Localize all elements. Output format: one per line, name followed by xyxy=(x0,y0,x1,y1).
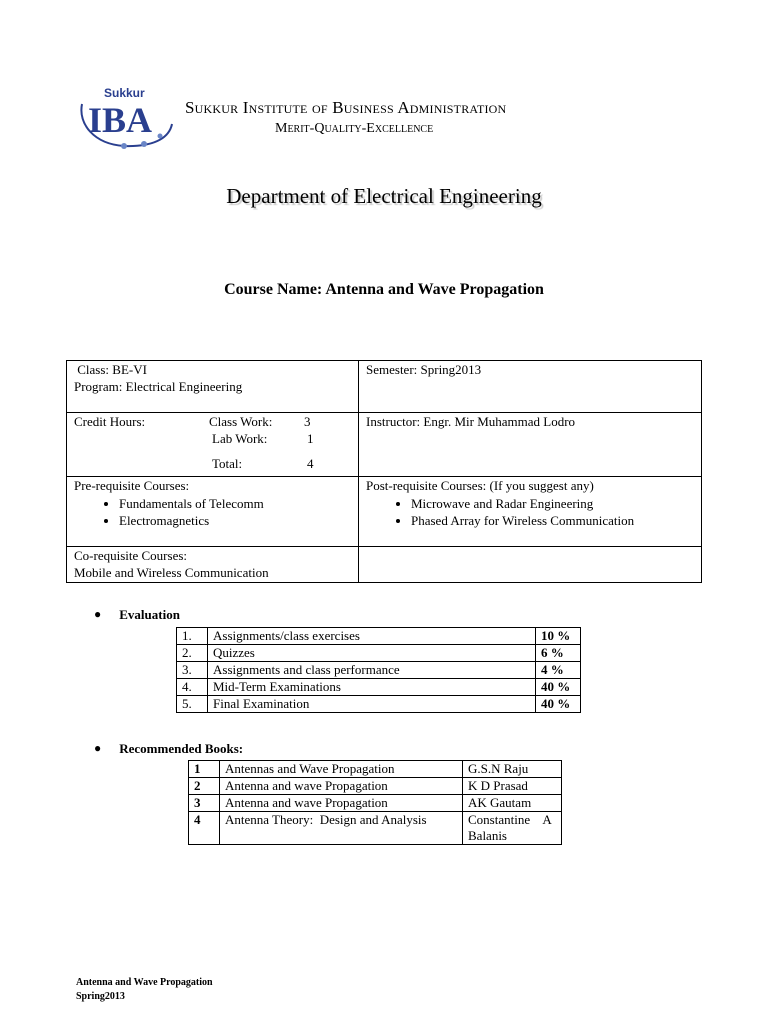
eval-label: Mid-Term Examinations xyxy=(208,679,536,696)
footer-course: Antenna and Wave Propagation xyxy=(76,977,213,988)
book-title: Antennas and Wave Propagation xyxy=(220,761,463,778)
postrequisite-label: Post-requisite Courses: (If you suggest any) xyxy=(366,478,594,493)
semester-cell xyxy=(359,361,702,413)
eval-percent: 40 % xyxy=(536,679,581,696)
total-value: 4 xyxy=(307,456,314,471)
books-heading xyxy=(94,741,243,757)
book-title: Antenna Theory: Design and Analysis xyxy=(220,812,463,845)
eval-label: Final Examination xyxy=(208,696,536,713)
instructor-cell xyxy=(359,413,702,477)
corequisite-cell xyxy=(67,547,359,583)
prerequisite-label: Pre-requisite Courses: xyxy=(74,478,190,493)
eval-num: 1. xyxy=(177,628,208,645)
eval-num: 2. xyxy=(177,645,208,662)
footer-term: Spring2013 xyxy=(76,991,125,1002)
bullet-icon: ● xyxy=(94,741,102,755)
book-num: 1 xyxy=(189,761,220,778)
credit-hours-label: Credit Hours: xyxy=(74,414,146,429)
eval-num: 5. xyxy=(177,696,208,713)
program-value: Program: Electrical Engineering xyxy=(74,378,243,394)
course-info-table xyxy=(66,360,702,583)
postrequisite-cell xyxy=(359,477,702,547)
institute-name: Sukkur Institute of Business Administration xyxy=(185,98,507,117)
eval-label: Assignments/class exercises xyxy=(208,628,536,645)
prerequisite-item: • Fundamentals of Telecomm xyxy=(119,495,351,512)
eval-label: Quizzes xyxy=(208,645,536,662)
eval-percent: 6 % xyxy=(536,645,581,662)
book-title: Antenna and wave Propagation xyxy=(220,795,463,812)
prerequisite-list xyxy=(74,495,351,529)
books-table xyxy=(188,760,562,845)
table-row xyxy=(189,778,562,795)
book-author: K D Prasad xyxy=(463,778,562,795)
table-row xyxy=(177,696,581,713)
evaluation-heading xyxy=(94,607,180,623)
credit-hours-cell xyxy=(67,413,359,477)
postrequisite-item: • Microwave and Radar Engineering xyxy=(411,495,694,512)
institute-motto: Merit-Quality-Excellence xyxy=(275,121,434,136)
evaluation-table xyxy=(176,627,581,713)
logo-sukkur-text: Sukkur xyxy=(104,86,145,100)
book-author: AK Gautam xyxy=(463,795,562,812)
book-author: G.S.N Raju xyxy=(463,761,562,778)
class-program-cell xyxy=(67,361,359,413)
eval-percent: 40 % xyxy=(536,696,581,713)
iba-logo xyxy=(74,84,174,156)
instructor-value: Instructor: Engr. Mir Muhammad Lodro xyxy=(366,414,576,429)
eval-percent: 4 % xyxy=(536,662,581,679)
table-row xyxy=(177,679,581,696)
course-title: Course Name: Antenna and Wave Propagation xyxy=(224,281,544,298)
table-row xyxy=(189,761,562,778)
department-title: Department of Electrical Engineering xyxy=(226,184,542,208)
eval-label: Assignments and class performance xyxy=(208,662,536,679)
class-work-value: 3 xyxy=(304,414,311,429)
class-work-label: Class Work: xyxy=(209,414,273,429)
corequisite-value: Mobile and Wireless Communication xyxy=(74,564,269,580)
table-row xyxy=(189,795,562,812)
eval-num: 4. xyxy=(177,679,208,696)
lab-work-label: Lab Work: xyxy=(212,430,268,446)
eval-percent: 10 % xyxy=(536,628,581,645)
total-label: Total: xyxy=(212,456,243,471)
evaluation-title: Evaluation xyxy=(119,607,180,622)
class-value: Class: BE-VI xyxy=(74,362,147,377)
table-row xyxy=(177,662,581,679)
eval-num: 3. xyxy=(177,662,208,679)
bullet-icon: ● xyxy=(94,607,102,621)
table-row xyxy=(177,628,581,645)
book-num: 2 xyxy=(189,778,220,795)
book-num: 3 xyxy=(189,795,220,812)
books-title: Recommended Books: xyxy=(119,741,244,756)
book-author: Constantine A Balanis xyxy=(463,812,562,845)
prerequisite-cell xyxy=(67,477,359,547)
postrequisite-list xyxy=(366,495,694,529)
prerequisite-item: • Electromagnetics xyxy=(119,512,351,529)
corequisite-label: Co-requisite Courses: xyxy=(74,548,188,563)
postrequisite-item: • Phased Array for Wireless Communication xyxy=(411,512,694,529)
book-title: Antenna and wave Propagation xyxy=(220,778,463,795)
table-row xyxy=(177,645,581,662)
table-row xyxy=(189,812,562,845)
semester-value: Semester: Spring2013 xyxy=(366,362,482,377)
lab-work-value: 1 xyxy=(307,430,314,446)
logo-iba-text: IBA xyxy=(88,100,153,140)
empty-cell xyxy=(359,547,702,583)
book-num: 4 xyxy=(189,812,220,845)
